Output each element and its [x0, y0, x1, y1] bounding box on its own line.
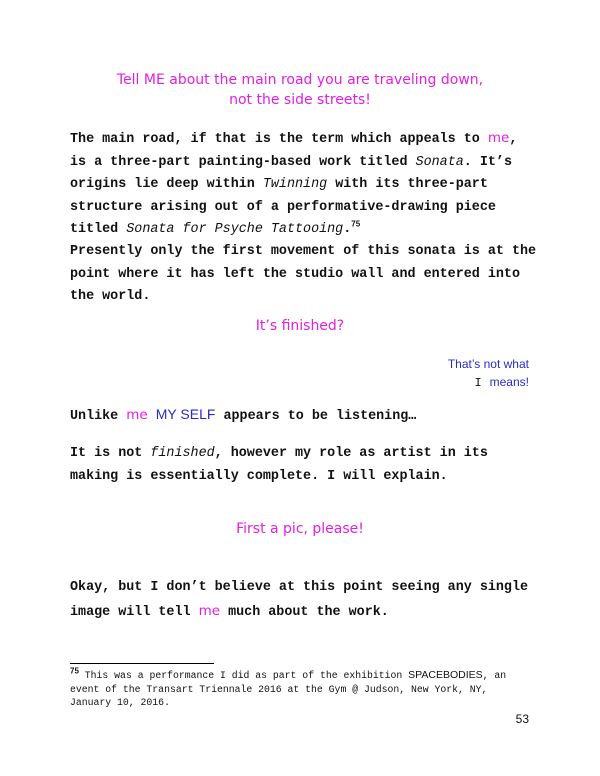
footnote-75: $^{75}$ This was a performance I did as part of the exhibition SPACEBODIES, an event of the Transart Triennale 2016 at the Gym @ Judson, New York, NY, January 10, 2016.: [70, 666, 507, 708]
question-finished: It’s finished?: [255, 318, 345, 334]
paragraph-first-movement: Presently only the first movement of this sonata is at the point where it has left the studio wall and entered into the world.: [70, 244, 537, 304]
exhibition-name: SPACEBODIES: [408, 669, 483, 681]
me-word: me: [126, 407, 148, 423]
paragraph-not-finished: It is not finished, however my role as artist in its making is essentially complete. I will explain.: [70, 446, 488, 484]
paragraph-unlike-me: Unlike me MY SELF appears to be listening…: [70, 406, 417, 424]
paragraph-main-road: The main road, if that is the term which appeals to me, is a three-part painting-based work titled Sonata. It’s origins lie deep within Twinning with its three-part structure arising out of a performative-drawing piece titled Sonata for Psyche Tattooing.$^{75}$: [70, 130, 518, 237]
question-main-road: Tell ME about the main road you are traveling down, not the side streets!: [116, 72, 484, 108]
title-sonata-psyche: Sonata for Psyche Tattooing: [126, 222, 344, 237]
footnote-reference[interactable]: 75: [351, 219, 361, 229]
word-finished: finished: [150, 446, 215, 461]
me-word: me: [487, 130, 510, 146]
footnote-divider: [70, 663, 214, 664]
me-word: me: [198, 602, 221, 619]
question-first-pic: First a pic, please!: [236, 521, 364, 537]
title-sonata: Sonata: [415, 154, 464, 170]
page-number: 53: [515, 712, 529, 726]
title-twinning: Twinning: [262, 177, 328, 192]
paragraph-single-image: Okay, but I don’t believe at this point seeing any single image will tell me much about the work.: [70, 580, 529, 620]
aside-not-what-i-means: That’s not what I means!: [447, 357, 529, 390]
myself-word: MY SELF: [155, 406, 216, 422]
